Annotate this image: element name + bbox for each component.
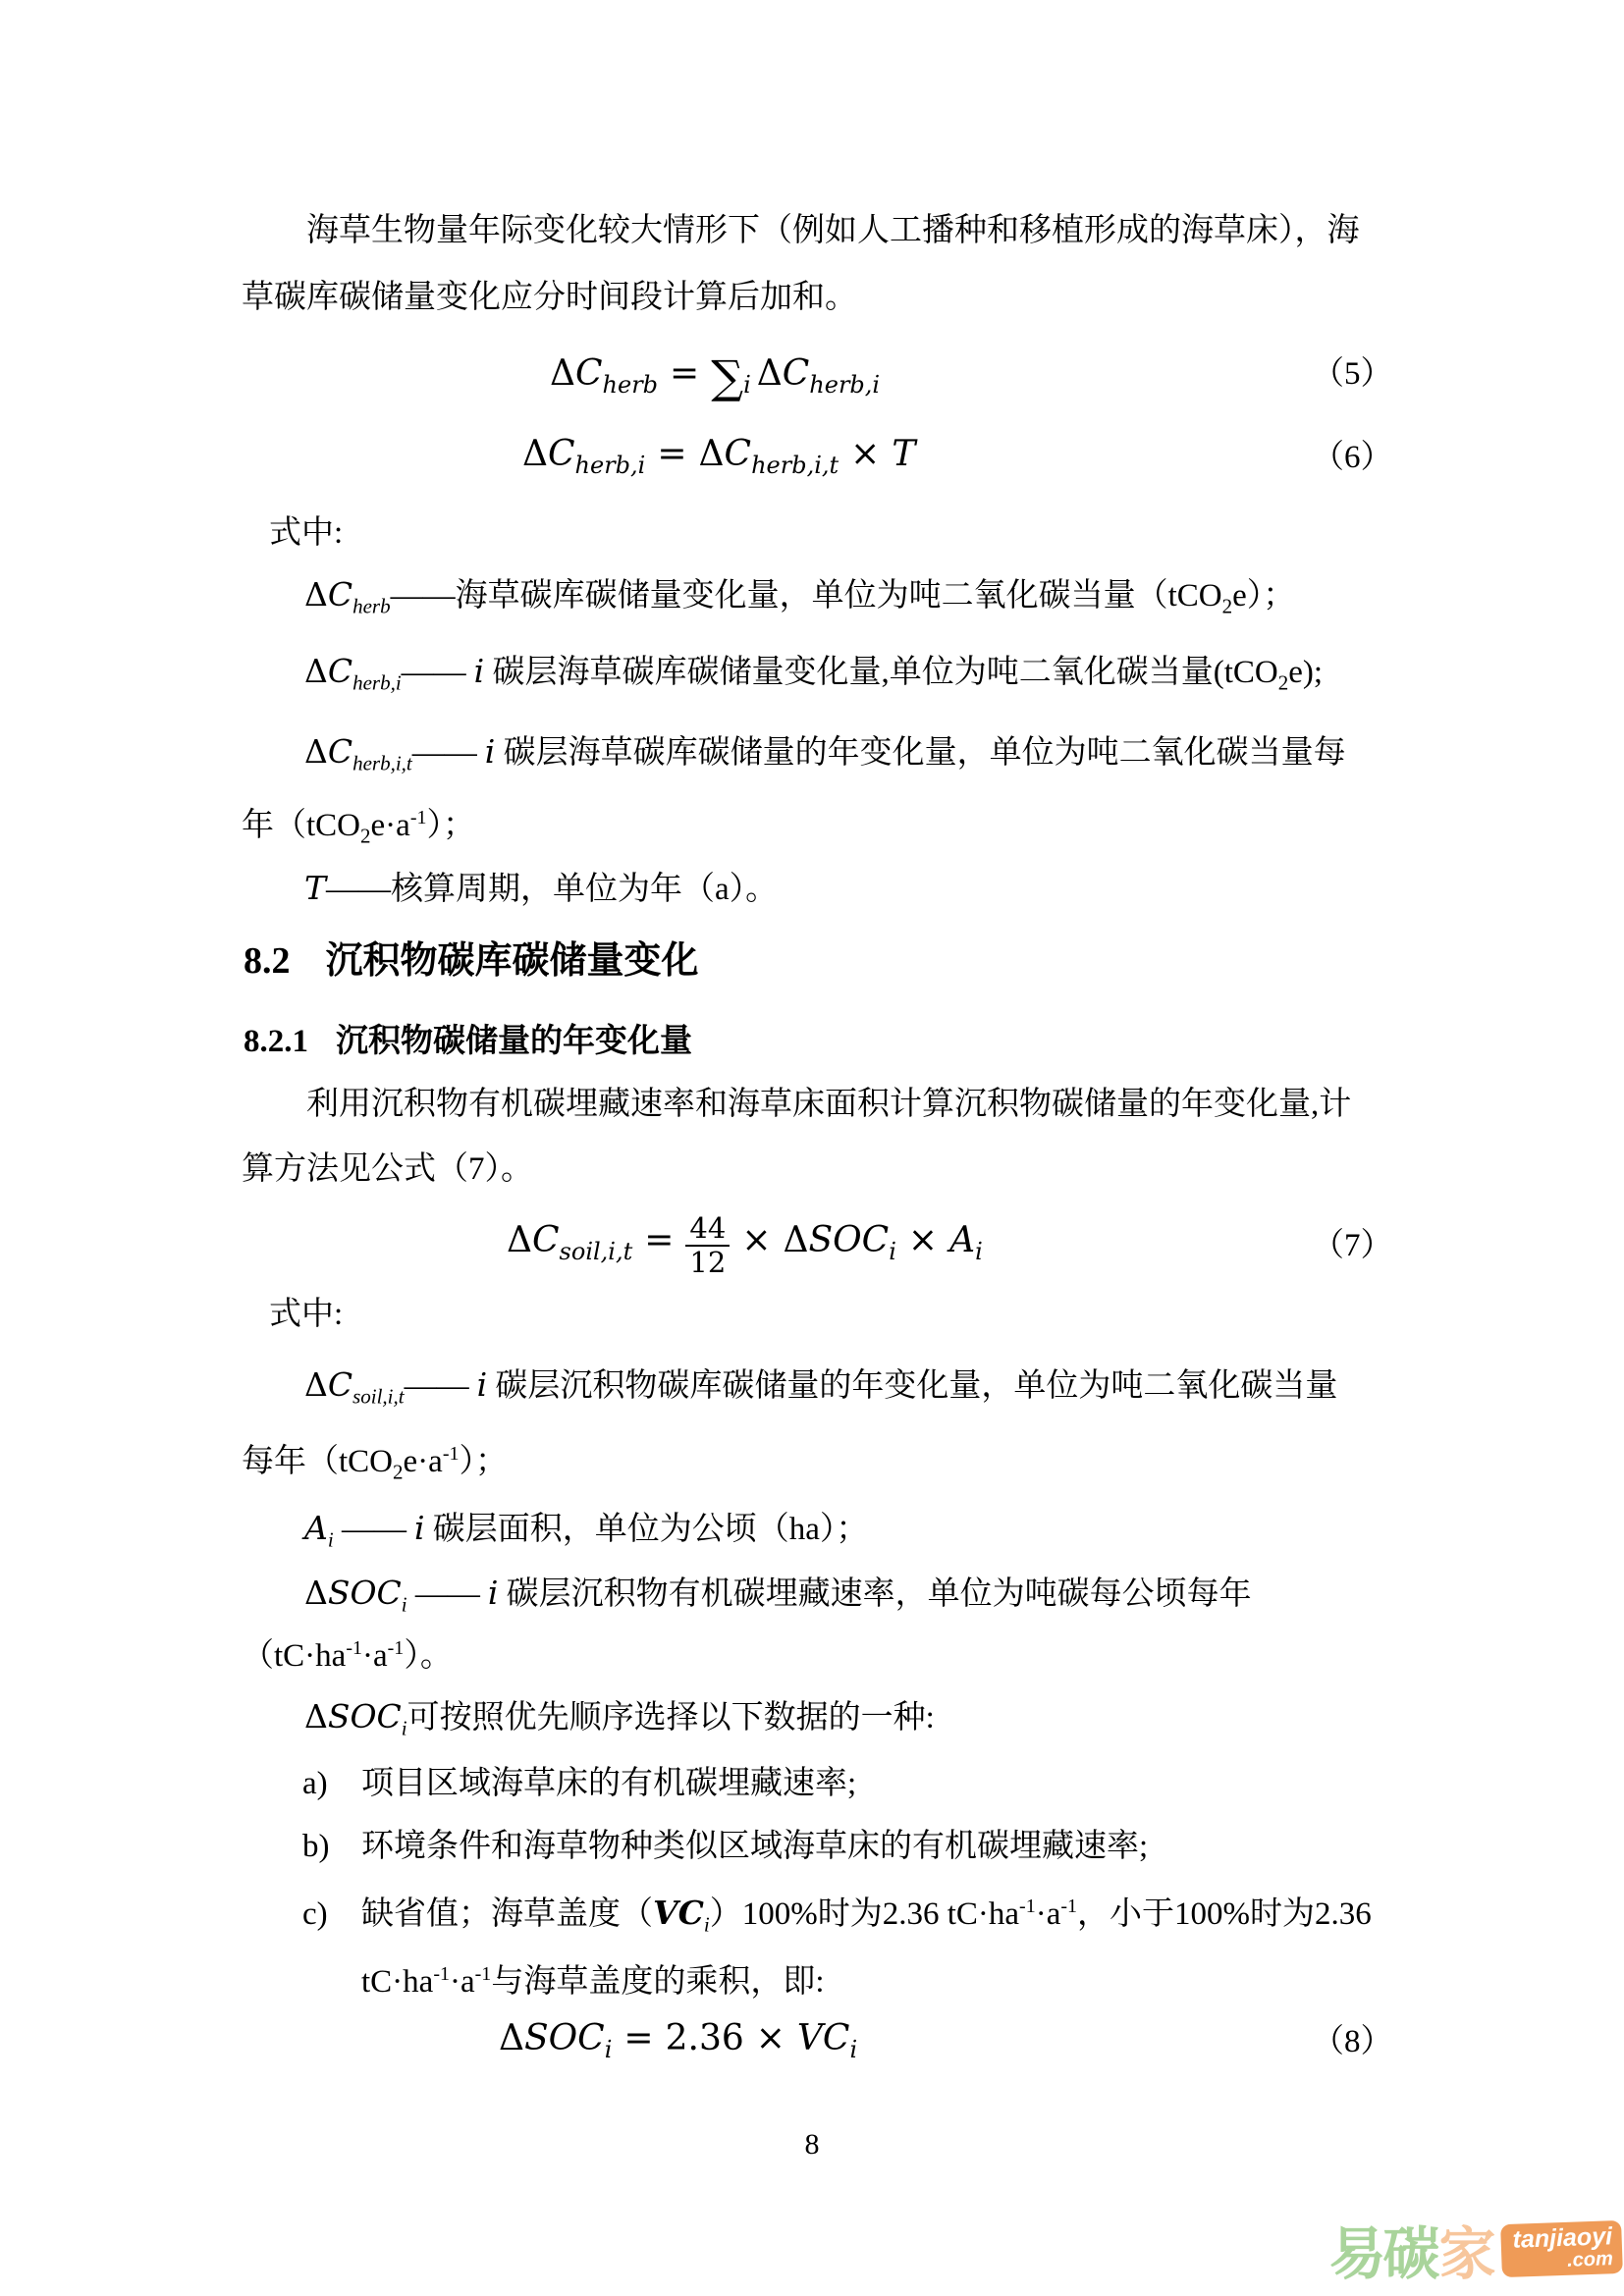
item-c-exp1: -1: [1019, 1896, 1036, 1917]
d5-dash: ——: [404, 1368, 469, 1404]
d1-dash: ——: [390, 578, 456, 614]
d3-sub: herb,i,t: [352, 751, 412, 775]
d3l2-co2-sub: 2: [360, 824, 371, 848]
d3-var: C: [327, 732, 353, 771]
para2-line1-text: 利用沉积物有机碳埋藏速率和海草床面积计算沉积物碳储量的年变化量,计: [306, 1087, 1352, 1122]
eq5-sub1: herb: [602, 371, 659, 400]
eq6-label-text: （6）: [1312, 440, 1393, 475]
eq7-var1: C: [532, 1219, 560, 1260]
d6-var: A: [304, 1509, 328, 1547]
definition-csoil-line2: [242, 1441, 508, 1483]
socnote-var: SOC: [327, 1697, 402, 1735]
page-number-text: 8: [804, 2128, 820, 2161]
para1-line2: [242, 277, 857, 319]
d6-dash: ——: [333, 1512, 406, 1547]
eq5-delta2: Δ: [756, 353, 783, 394]
eq6-var2: C: [724, 434, 752, 474]
eq7-fraction-denominator: 12: [689, 1245, 727, 1279]
d7-text1: 碳层沉积物有机碳埋藏速率，单位为吨碳每公顷每年: [498, 1576, 1252, 1612]
item-b-label: b): [302, 1829, 330, 1864]
d5-var-i: i: [476, 1365, 488, 1404]
eq7-fraction-numerator: 44: [685, 1213, 730, 1247]
eq6-var-t: T: [892, 434, 916, 474]
watermark-badge-tld: .com: [1566, 2248, 1613, 2271]
para2-line1: [306, 1084, 1351, 1126]
eq7-times2: ×: [907, 1219, 939, 1260]
d3-delta: Δ: [304, 732, 328, 771]
item-a-label: a): [302, 1766, 328, 1801]
d7l2-exp2: -1: [387, 1637, 405, 1659]
socnote-delta: Δ: [304, 1697, 328, 1735]
d3-var-i: i: [484, 732, 496, 771]
d4-dash: ——: [326, 872, 392, 907]
d5l2-co2-sub: 2: [393, 1460, 404, 1484]
d2-text2: e);: [1288, 655, 1324, 690]
item-c-text2: ）100%时为2.36 tC·ha: [709, 1896, 1020, 1932]
d7-var: SOC: [327, 1574, 402, 1612]
d3l2-text2: e·a: [370, 808, 410, 843]
d5-text1: 碳层沉积物碳库碳储量的年变化量，单位为吨二氧化碳当量: [487, 1368, 1338, 1404]
eq8-label-text: （8）: [1312, 2024, 1393, 2059]
para2-line2: [242, 1148, 533, 1191]
item-c-text1: 缺省值；海草盖度（: [361, 1896, 653, 1932]
d2-text1: 碳层海草碳库碳储量变化量,单位为吨二氧化碳当量(tCO: [484, 655, 1278, 690]
watermark-green-chars: 易碳: [1328, 2222, 1437, 2286]
d2-delta: Δ: [304, 652, 328, 690]
d5l2-text3: ）；: [459, 1444, 508, 1479]
d1-text2: e）；: [1232, 578, 1296, 614]
d5l2-text1: 每年（tCO: [242, 1444, 394, 1479]
h82-title: 沉积物碳库碳储量变化: [325, 940, 699, 982]
d5l2-exp: -1: [442, 1443, 460, 1465]
item-c-var-vc: VC: [653, 1894, 704, 1932]
para1-line1: [306, 210, 1360, 252]
item-c2-text1: tC·ha: [361, 1964, 434, 2000]
definition-cherb-it-line2: [242, 805, 475, 847]
watermark-orange-char: 家: [1438, 2222, 1496, 2286]
d7l2-exp1: -1: [346, 1637, 362, 1659]
definition-csoil-line1: [304, 1364, 1337, 1408]
eq8-equals: =: [623, 2018, 654, 2058]
eq5-equals: =: [670, 353, 700, 394]
eq5-delta1: Δ: [550, 353, 575, 394]
d1-var: C: [327, 575, 353, 614]
d7-var-i: i: [487, 1574, 499, 1612]
eq8-coefficient: 2.36: [665, 2018, 744, 2058]
para1-line2-text: 草碳库碳储量变化应分时间段计算后加和。: [242, 280, 857, 315]
equation-6-number: [1312, 437, 1393, 479]
item-c2-text2: ·a: [450, 1964, 475, 2000]
eq6-var1: C: [548, 434, 575, 474]
d3l2-exp: -1: [409, 807, 427, 828]
equation-5: [550, 348, 880, 407]
eq6-times: ×: [850, 434, 881, 474]
item-c-label: c): [302, 1896, 328, 1932]
watermark-badge: [1500, 2220, 1623, 2277]
d3l2-text1: 年（tCO: [242, 808, 361, 843]
item-c2-exp1: -1: [433, 1963, 450, 1985]
eq5-sum-sub: i: [743, 371, 751, 400]
d1-co2-sub: 2: [1221, 594, 1233, 618]
eq8-var-vc: VC: [796, 2018, 850, 2058]
h821-number: 8.2.1: [244, 1024, 308, 1059]
item-c2-text3: 与海草盖度的乘积，即:: [491, 1964, 825, 2000]
h82-number: 8.2: [244, 940, 291, 982]
where-label-2: [269, 1294, 343, 1336]
definition-dsoc-line2: [242, 1635, 453, 1678]
eq7-sub1: soil,i,t: [559, 1238, 633, 1266]
eq7-a-sub: i: [975, 1238, 983, 1266]
eq7-soc-sub: i: [889, 1238, 896, 1266]
definition-dsoc-line1: [304, 1573, 1252, 1616]
eq7-delta2: Δ: [783, 1219, 809, 1260]
h821-title: 沉积物碳储量的年变化量: [336, 1024, 692, 1059]
item-c-exp2: -1: [1060, 1896, 1078, 1917]
para2-line2-text: 算方法见公式（7）。: [242, 1151, 533, 1187]
d2-sub: herb,i: [352, 670, 402, 695]
dsoc-priority-note: [304, 1696, 935, 1739]
eq8-vc-sub: i: [849, 2036, 858, 2064]
equation-5-number: [1312, 353, 1393, 396]
definition-cherb-i: [304, 651, 1323, 694]
item-c-text3: ·a: [1035, 1896, 1061, 1932]
d1-sub: herb: [352, 594, 391, 618]
eq5-label-text: （5）: [1312, 356, 1393, 392]
eq7-equals: =: [644, 1219, 675, 1260]
item-c-text4: ，小于100%时为2.36: [1077, 1896, 1372, 1932]
d2-dash: ——: [401, 655, 466, 690]
equation-6: [522, 432, 915, 478]
item-a-text: 项目区域海草床的有机碳埋藏速率;: [361, 1766, 857, 1801]
watermark-logo: [1329, 2208, 1622, 2290]
section-heading-8-2-1: [244, 1021, 692, 1063]
d3l2-text3: ）；: [426, 808, 475, 843]
eq8-times: ×: [755, 2018, 785, 2058]
d7-dash: ——: [406, 1576, 480, 1612]
item-c2-exp2: -1: [474, 1963, 492, 1985]
eq6-sub1: herb,i: [574, 452, 646, 480]
d1-delta: Δ: [304, 575, 328, 614]
equation-7-number: [1312, 1225, 1393, 1267]
d7l2-text2: ·a: [362, 1638, 388, 1674]
eq8-delta: Δ: [499, 2018, 524, 2058]
watermark-badge-domain: tanjiaoyi: [1511, 2222, 1613, 2254]
eq8-soc-sub: i: [604, 2036, 613, 2064]
where-label-2-text: 式中:: [269, 1297, 344, 1332]
item-c-vc-sub: i: [703, 1912, 710, 1937]
section-heading-8-2: [244, 937, 699, 986]
d5-delta: Δ: [304, 1365, 328, 1404]
eq6-sub2: herb,i,t: [751, 452, 839, 480]
d7l2-text3: ）。: [404, 1638, 453, 1674]
d2-var: C: [327, 652, 353, 690]
socnote-sub: i: [401, 1716, 407, 1740]
eq7-fraction: [685, 1213, 730, 1279]
eq5-sub2: herb,i: [809, 371, 881, 400]
equation-8: [499, 2016, 857, 2062]
d5l2-text2: e·a: [403, 1444, 443, 1479]
equation-8-number: [1312, 2021, 1393, 2063]
eq7-times1: ×: [741, 1219, 772, 1260]
equation-7: [507, 1213, 983, 1279]
list-item-b: [302, 1826, 1148, 1868]
definition-cherb: [304, 574, 1295, 617]
where-label-1-text: 式中:: [269, 515, 344, 551]
eq6-delta2: Δ: [698, 434, 725, 474]
d3-dash: ——: [411, 735, 477, 771]
list-item-a: [302, 1763, 856, 1805]
d2-var-i: i: [473, 652, 485, 690]
eq6-equals: =: [657, 434, 687, 474]
definition-cherb-it-line1: [304, 731, 1346, 774]
d5-var: C: [327, 1365, 353, 1404]
eq7-delta1: Δ: [507, 1219, 532, 1260]
list-item-c-line1: [302, 1893, 1372, 1936]
eq7-label-text: （7）: [1312, 1228, 1393, 1263]
socnote-text: 可按照优先顺序选择以下数据的一种:: [406, 1700, 935, 1735]
d1-text1: 海草碳库碳储量变化量，单位为吨二氧化碳当量（tCO: [455, 578, 1222, 614]
where-label-1: [269, 512, 343, 555]
d7-sub: i: [401, 1592, 407, 1617]
d6-sub: i: [327, 1527, 334, 1552]
eq5-sum-symbol: ∑: [711, 350, 744, 403]
d2-co2-sub: 2: [1277, 670, 1289, 695]
d4-var: T: [304, 869, 327, 907]
d7-delta: Δ: [304, 1574, 328, 1612]
d7l2-text1: （tC·ha: [242, 1638, 347, 1674]
eq7-var-soc: SOC: [808, 1219, 890, 1260]
definition-ai: [304, 1508, 868, 1551]
d6-var-i: i: [413, 1509, 425, 1547]
d5-sub: soil,i,t: [352, 1384, 405, 1409]
eq5-var2: C: [782, 353, 810, 394]
d3-text1: 碳层海草碳库碳储量的年变化量，单位为吨二氧化碳当量每: [495, 735, 1346, 771]
eq5-var1: C: [575, 353, 603, 394]
definition-t: [304, 868, 778, 911]
list-item-c-line2: [361, 1961, 824, 2003]
para1-line1-text: 海草生物量年际变化较大情形下（例如人工播种和移植形成的海草床），海: [306, 213, 1360, 248]
d6-text1: 碳层面积，单位为公顷（ha）；: [424, 1512, 869, 1547]
eq7-var-a: A: [949, 1219, 976, 1260]
eq6-delta1: Δ: [522, 434, 548, 474]
d4-text1: 核算周期，单位为年（a）。: [391, 872, 779, 907]
item-b-text: 环境条件和海草物种类似区域海草床的有机碳埋藏速率;: [361, 1829, 1149, 1864]
page-number: [0, 2128, 1624, 2162]
eq8-var-soc: SOC: [524, 2018, 605, 2058]
